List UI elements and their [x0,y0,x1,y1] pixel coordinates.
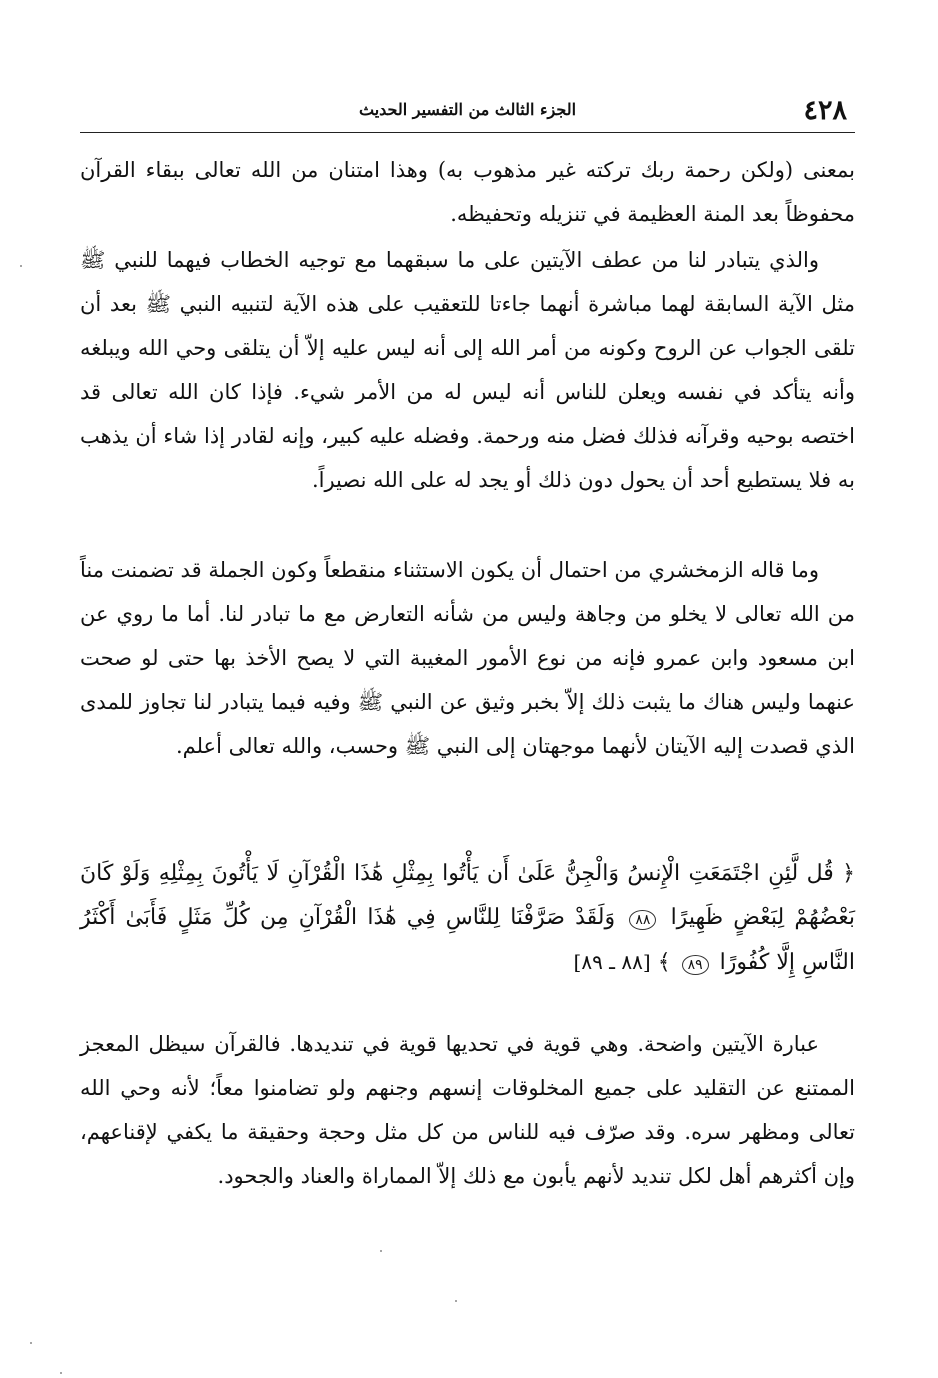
paragraph-4 [80,1022,855,1198]
paragraph-1 [80,148,855,236]
paragraph-2 [80,238,855,502]
verse-close-bracket: ﴾ [657,950,671,975]
scan-speck [455,1300,457,1302]
verse-text-88: قُل لَّئِنِ اجْتَمَعَتِ الْإِنسُ وَالْجِنُّ عَلَىٰ أَن يَأْتُوا بِمِثْلِ هَٰذَا الْقُرْآنِ لَا يَأْتُونَ بِمِثْلِهِ وَلَوْ كَانَ بَعْضُهُمْ لِبَعْضٍ ظَهِيرًا [80,861,856,930]
verse-open-bracket: ﴿ [842,861,856,886]
paragraph-text: عبارة الآيتين واضحة. وهي قوية في تحديها قوية في تنديدها. فالقرآن سيظل المعجز الممتنع عن التقليد على جميع المخلوقات إنسهم وجنهم ولو تضامنوا معاً؛ لأنه وحي الله تعالى ومظهر سره. وقد صرّف فيه للناس من كل مثل وحجة وحقيقة ما يكفي لإقناعهم، وإن أكثرهم أهل لكل تنديد لأنهم يأبون مع ذلك إلاّ المماراة والعناد والجحود. [80,1032,855,1188]
paragraph-3 [80,548,855,768]
scan-speck [60,1372,62,1374]
scan-speck [30,1342,32,1344]
paragraph-text: بمعنى (ولكن رحمة ربك تركته غير مذهوب به) وهذا امتنان من الله تعالى ببقاء القرآن محفوظاً بعد المنة العظيمة في تنزيله وتحفيظه. [80,158,855,226]
paragraph-text: وما قاله الزمخشري من احتمال أن يكون الاستثناء منقطعاً وكون الجملة قد تضمنت مناً من الله تعالى لا يخلو من وجاهة وليس من شأنه التعارض مع ما تبادر لنا. أما ما روي عن ابن مسعود وابن عمرو فإنه من نوع الأمور المغيبة التي لا يصح الأخذ بها حتى لو صحت عنهما وليس هناك ما يثبت ذلك إلاّ بخبر وثيق عن النبي ﷺ وفيه فيما يتبادر لنا تجاوز للمدى الذي قصدت إليه الآيتان لأنهما موجهتان إلى النبي ﷺ وحسب، والله تعالى أعلم. [80,558,855,758]
verse-reference: [٨٨ ـ ٨٩] [573,950,651,974]
scan-speck [20,265,22,267]
running-title: الجزء الثالث من التفسير الحديث [358,100,577,119]
paragraph-text: والذي يتبادر لنا من عطف الآيتين على ما سبقهما مع توجيه الخطاب فيهما للنبي ﷺ مثل الآية السابقة لهما مباشرة أنهما جاءتا للتعقيب على هذه الآية لتنبيه النبي ﷺ بعد أن تلقى الجواب عن الروح وكونه من أمر الله إلى أنه ليس عليه إلاّ أن يتلقى وحي الله ويبلغه وأنه يتأكد في نفسه ويعلن للناس أنه ليس له من الأمر شيء. فإذا كان الله تعالى قد اختصه بوحيه وقرآنه فذلك فضل منه ورحمة. وفضله عليه كبير، وإنه لقادر إذا شاء أن يذهب به فلا يستطيع أحد أن يحول دون ذلك أو يجد له على الله نصيراً. [80,248,855,492]
page-header [80,92,855,133]
quran-verse-block [80,852,855,985]
ayah-number-89: ٨٩ [682,955,709,975]
page-number: ٤٢٨ [803,95,847,126]
verse-text-89: وَلَقَدْ صَرَّفْنَا لِلنَّاسِ فِي هَٰذَا الْقُرْآنِ مِن كُلِّ مَثَلٍ فَأَبَىٰ أَكْثَرُ النَّاسِ إِلَّا كُفُورًا [80,905,855,975]
scan-speck [380,1250,382,1252]
ayah-number-88: ٨٨ [629,910,656,930]
